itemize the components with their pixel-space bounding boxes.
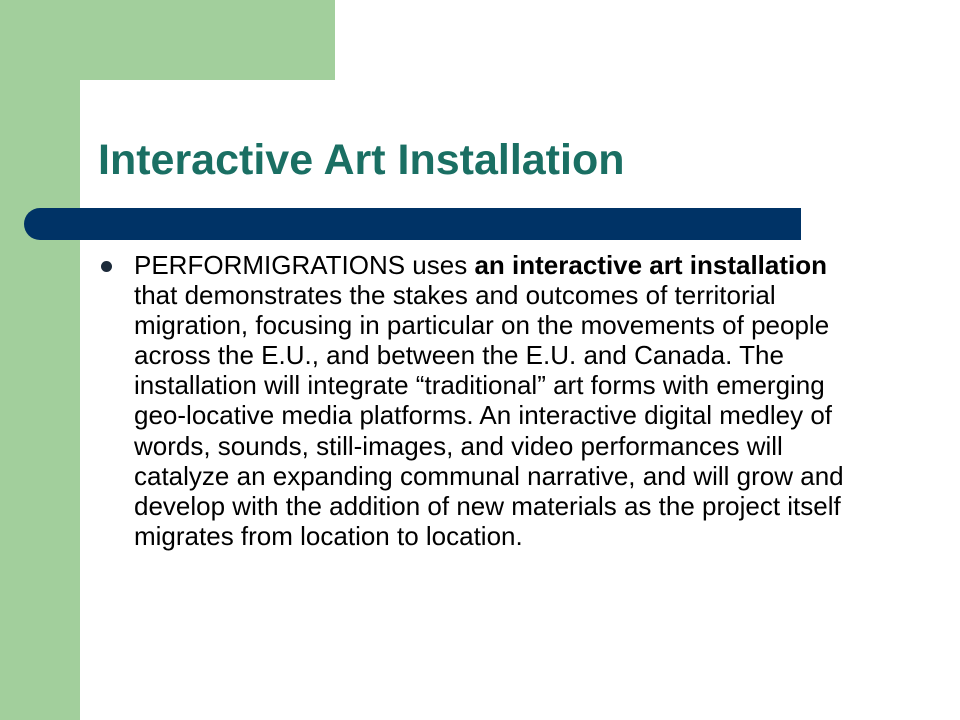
white-rounded-corner [80,80,140,140]
slide-title: Interactive Art Installation [98,136,625,184]
bullet-text [134,250,844,551]
slide-body [98,250,858,551]
bullet-text-rest: that demonstrates the stakes and outcomes of territorial migration, focusing in particular on the movements of people across the E.U., and between the E.U. and Canada. The installation will integrate “traditional” art forms with emerging geo-locative media platforms. An interactive digital medley of words, sounds, still-images, and video performances will catalyze an expanding communal narrative, and will grow and develop with the addition of new materials as the project itself migrates from location to location. [134,280,844,551]
green-sidebar [0,0,80,720]
green-top-block [0,0,335,80]
title-divider-bar [24,208,801,240]
bullet-text-intro: PERFORMIGRATIONS uses [134,250,475,280]
bullet-dot-icon [101,261,112,272]
bullet-item [98,250,858,551]
bullet-text-emphasis: an interactive art installation [474,250,828,280]
